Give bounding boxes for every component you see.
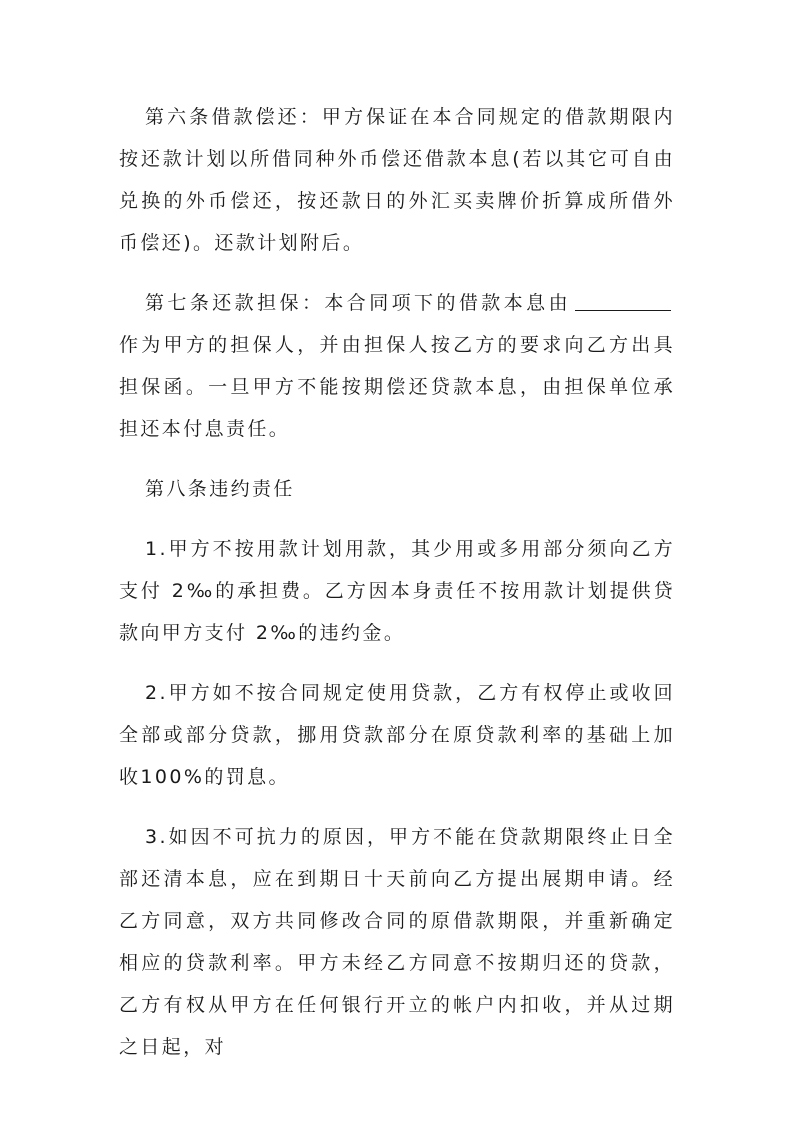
article-8-item-1: 1.甲方不按用款计划用款，其少用或多用部分须向乙方支付 2‰的承担费。乙方因本身责任不按用款计划提供贷款向甲方支付 2‰的违约金。 [119,538,675,644]
article-8-heading: 第八条违约责任 [145,478,295,500]
article-7-paragraph [119,282,675,450]
contract-body [119,96,675,1086]
article-8-item-3: 3.如因不可抗力的原因，甲方不能在贷款期限终止日全部还清本息，应在到期日十天前向乙方提出展期申请。经乙方同意，双方共同修改合同的原借款期限，并重新确定相应的贷款利率。甲方未经乙方同意不按期归还的贷款，乙方有权从甲方在任何银行开立的帐户内扣收，并从过期之日起，对 [119,826,675,1058]
guarantor-blank-line[interactable] [575,288,671,311]
article-6-paragraph: 第六条借款偿还：甲方保证在本合同规定的借款期限内按还款计划以所借同种外币偿还借款本息(若以其它可自由兑换的外币偿还，按还款日的外汇买卖牌价折算成所借外币偿还)。还款计划附后。 [119,106,675,254]
article-7-text-start: 第七条还款担保：本合同项下的借款本息由 [145,292,571,314]
article-8-item-2: 2.甲方如不按合同规定使用贷款，乙方有权停止或收回全部或部分贷款，挪用贷款部分在原贷款利率的基础上加收100%的罚息。 [119,682,675,788]
article-7-text-end: 作为甲方的担保人，并由担保人按乙方的要求向乙方出具担保函。一旦甲方不能按期偿还贷款本息，由担保单位承担还本付息责任。 [119,334,675,440]
